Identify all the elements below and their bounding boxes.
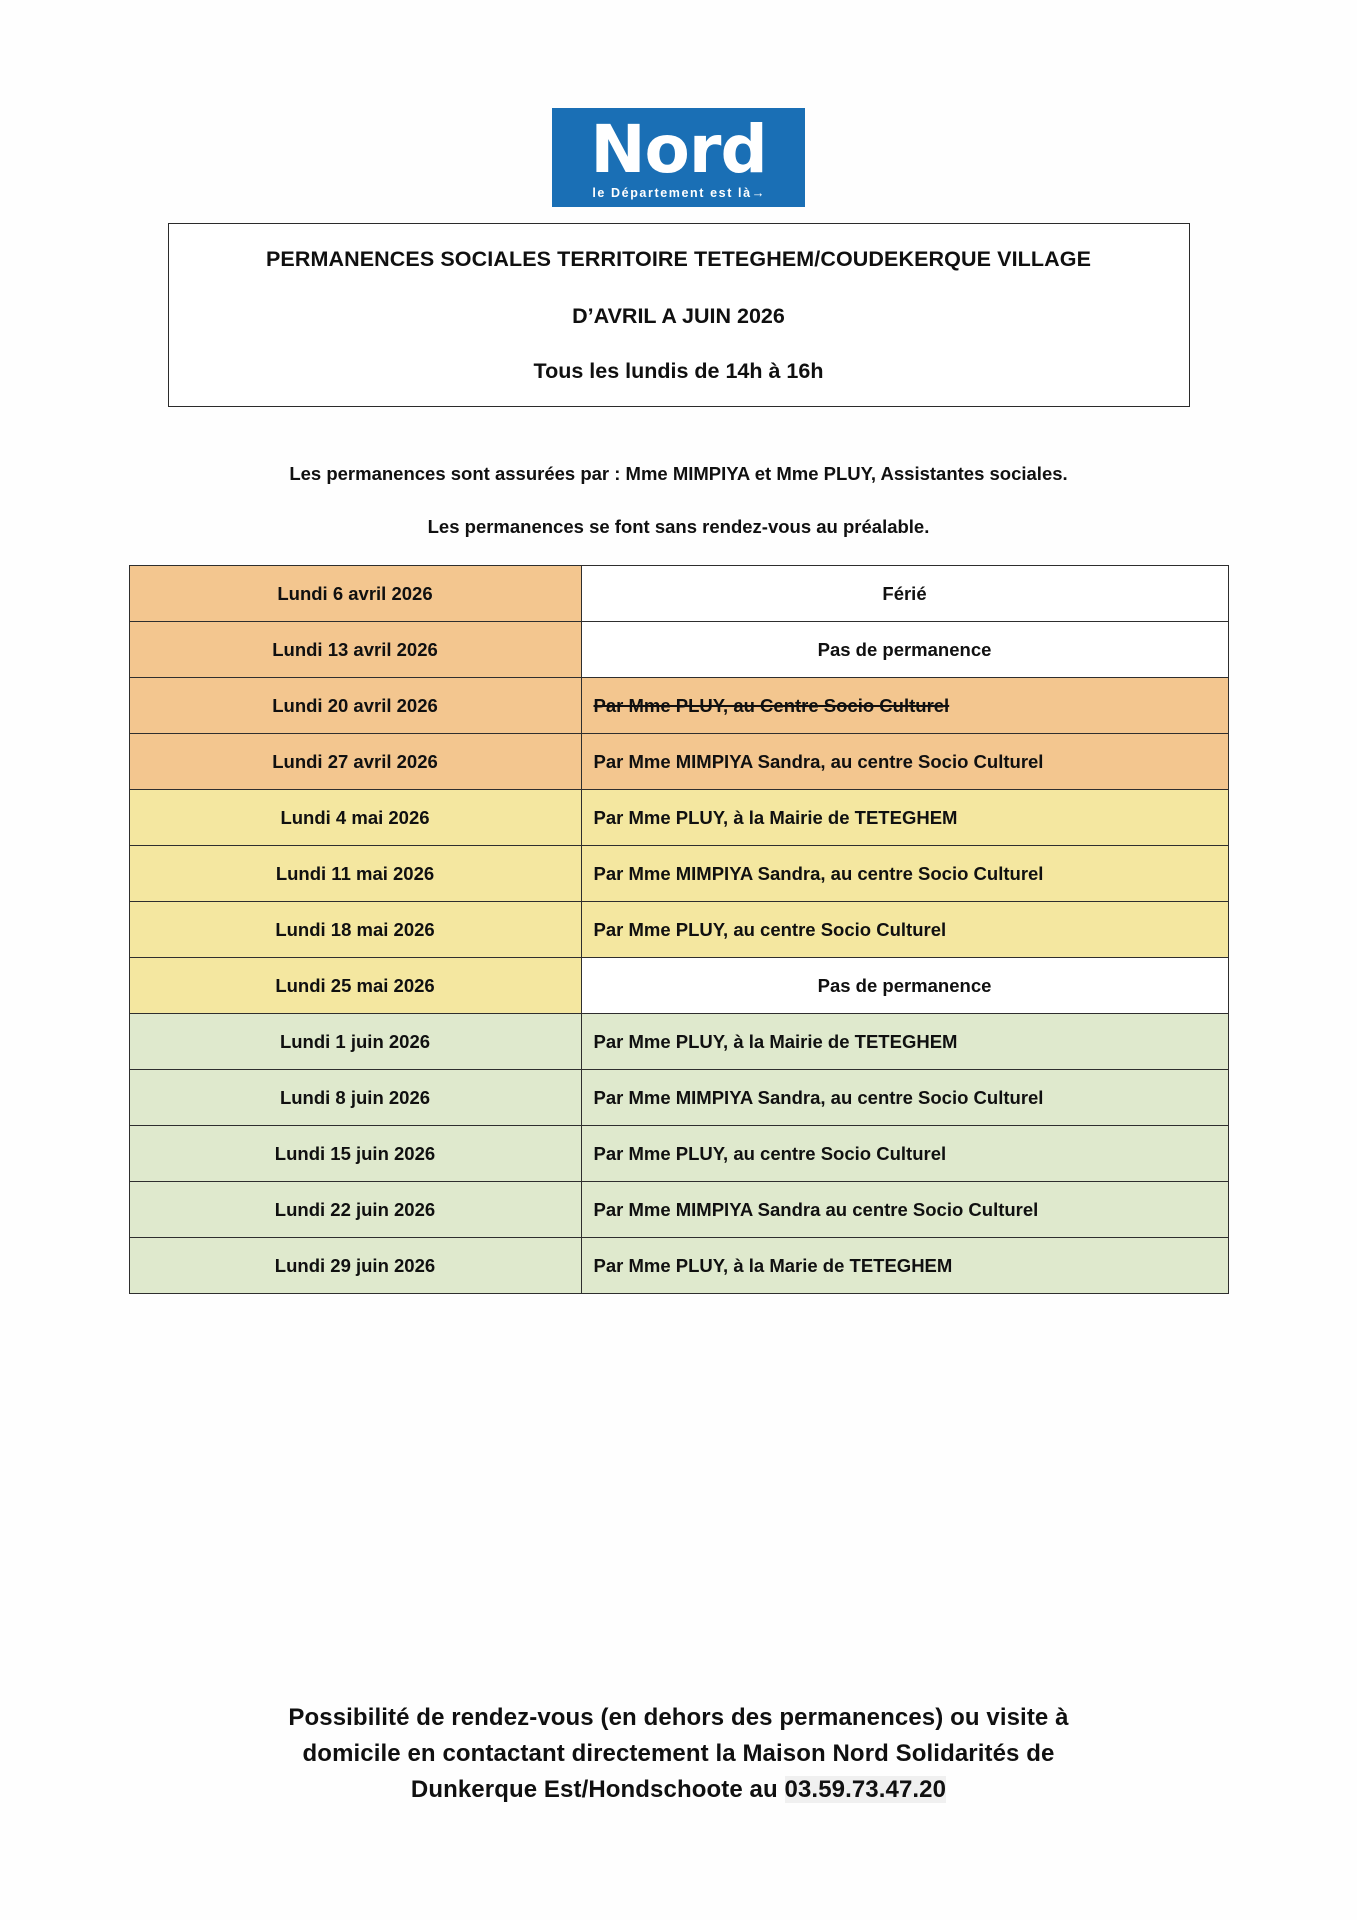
cancelled-entry: Par Mme PLUY, au Centre Socio Culturel (593, 694, 950, 716)
schedule-table-body (129, 565, 1228, 1293)
footer-section (0, 1700, 1357, 1808)
schedule-date-cell: Lundi 27 avril 2026 (129, 733, 581, 789)
schedule-table (129, 565, 1229, 1294)
logo-wordmark: Nord (590, 111, 767, 188)
schedule-info-cell (581, 677, 1228, 733)
schedule-date-cell: Lundi 15 juin 2026 (129, 1125, 581, 1181)
title-box (168, 223, 1190, 407)
schedule-info-cell: Par Mme PLUY, au centre Socio Culturel (581, 901, 1228, 957)
schedule-date-cell: Lundi 11 mai 2026 (129, 845, 581, 901)
schedule-date-cell: Lundi 13 avril 2026 (129, 621, 581, 677)
schedule-date-cell: Lundi 18 mai 2026 (129, 901, 581, 957)
arrow-icon: → (751, 184, 765, 200)
phone-number: 03.59.73.47.20 (784, 1776, 947, 1803)
footer-line-1: Possibilité de rendez-vous (en dehors des permanences) ou visite à (288, 1704, 1069, 1731)
table-row (129, 1013, 1228, 1069)
schedule-info-cell: Par Mme MIMPIYA Sandra, au centre Socio Culturel (581, 1069, 1228, 1125)
nord-department-logo (552, 108, 805, 207)
schedule-date-cell: Lundi 25 mai 2026 (129, 957, 581, 1013)
title-period: D’AVRIL A JUIN 2026 (572, 303, 785, 328)
table-row (129, 733, 1228, 789)
page-title: PERMANENCES SOCIALES TERRITOIRE TETEGHEM/COUDEKERQUE VILLAGE (265, 246, 1092, 271)
table-row (129, 565, 1228, 621)
schedule-date-cell: Lundi 22 juin 2026 (129, 1181, 581, 1237)
schedule-info-cell: Férié (581, 565, 1228, 621)
title-hours: Tous les lundis de 14h à 16h (533, 358, 824, 383)
logo-tagline-text: le Département est là (592, 185, 752, 200)
schedule-info-cell: Par Mme MIMPIYA Sandra au centre Socio Culturel (581, 1181, 1228, 1237)
schedule-info-cell: Par Mme MIMPIYA Sandra, au centre Socio Culturel (581, 845, 1228, 901)
schedule-info-cell: Par Mme PLUY, à la Mairie de TETEGHEM (581, 789, 1228, 845)
table-row (129, 845, 1228, 901)
schedule-info-cell: Pas de permanence (581, 957, 1228, 1013)
schedule-info-cell: Par Mme PLUY, au centre Socio Culturel (581, 1125, 1228, 1181)
schedule-info-cell: Par Mme PLUY, à la Marie de TETEGHEM (581, 1237, 1228, 1293)
intro-appointment-line: Les permanences se font sans rendez-vous au préalable. (427, 515, 930, 537)
table-row (129, 901, 1228, 957)
schedule-info-cell: Par Mme MIMPIYA Sandra, au centre Socio Culturel (581, 733, 1228, 789)
schedule-date-cell: Lundi 6 avril 2026 (129, 565, 581, 621)
table-row (129, 789, 1228, 845)
schedule-date-cell: Lundi 4 mai 2026 (129, 789, 581, 845)
schedule-date-cell: Lundi 1 juin 2026 (129, 1013, 581, 1069)
logo-area (0, 0, 1357, 207)
logo-tagline (562, 185, 795, 203)
intro-section (0, 462, 1357, 538)
intro-staff-line: Les permanences sont assurées par : Mme MIMPIYA et Mme PLUY, Assistantes sociales. (289, 462, 1068, 484)
table-row (129, 621, 1228, 677)
table-row (129, 1125, 1228, 1181)
schedule-date-cell: Lundi 20 avril 2026 (129, 677, 581, 733)
footer-line-3 (0, 1772, 1357, 1808)
footer-contact-prefix: Dunkerque Est/Hondschoote au (410, 1776, 785, 1803)
table-row (129, 957, 1228, 1013)
table-row (129, 1069, 1228, 1125)
table-row (129, 677, 1228, 733)
table-row (129, 1181, 1228, 1237)
schedule-table-wrap (129, 565, 1229, 1294)
schedule-date-cell: Lundi 8 juin 2026 (129, 1069, 581, 1125)
schedule-info-cell: Pas de permanence (581, 621, 1228, 677)
schedule-date-cell: Lundi 29 juin 2026 (129, 1237, 581, 1293)
schedule-info-cell: Par Mme PLUY, à la Mairie de TETEGHEM (581, 1013, 1228, 1069)
footer-line-2: domicile en contactant directement la Maison Nord Solidarités de (302, 1740, 1055, 1767)
table-row (129, 1237, 1228, 1293)
